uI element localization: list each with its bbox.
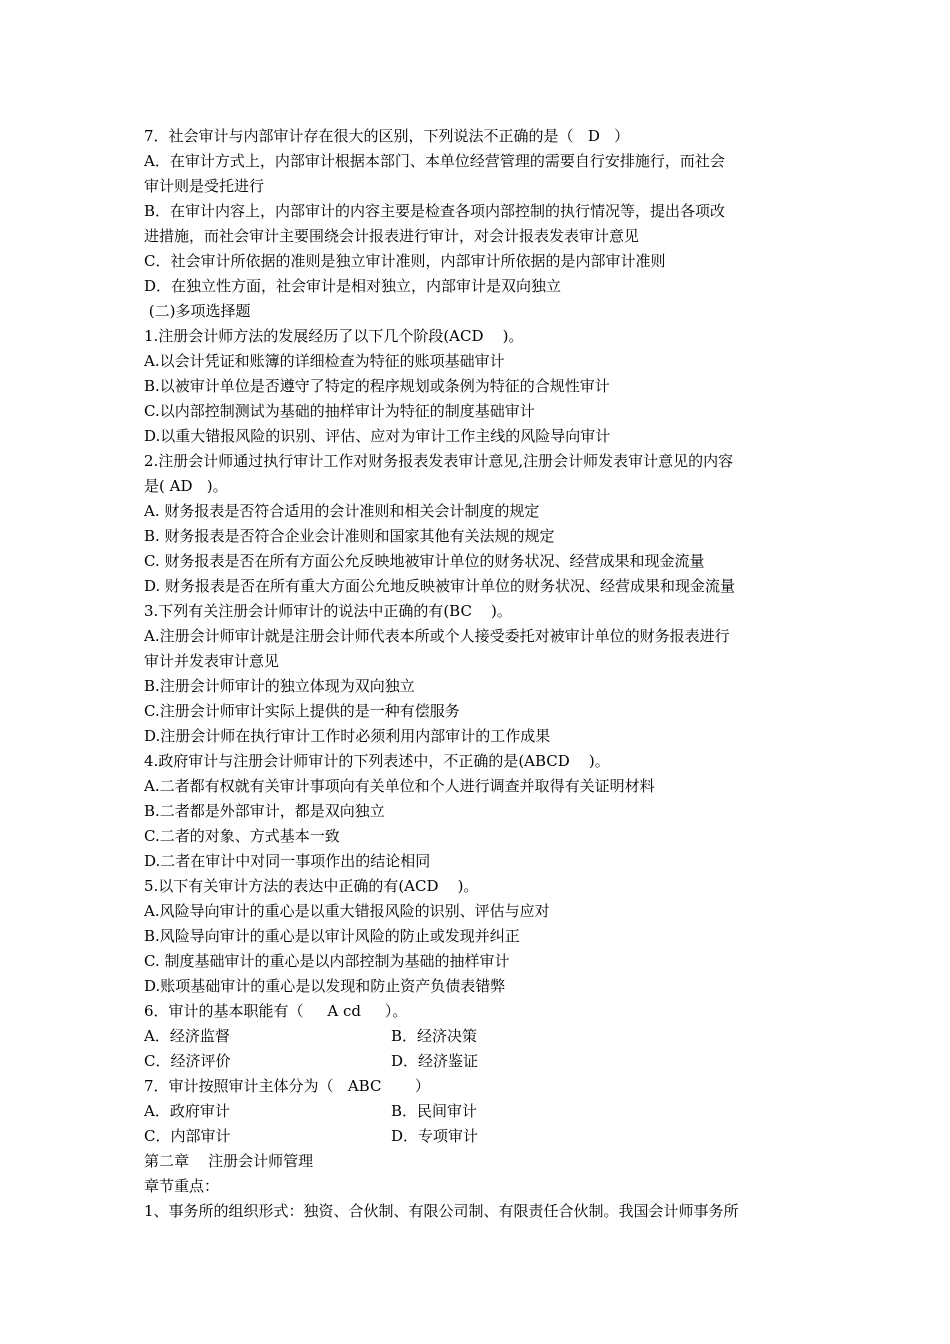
q4-option-c: C.二者的对象、方式基本一致 [144,827,340,845]
question-1: 1.注册会计师方法的发展经历了以下几个阶段(ACD )。 [144,327,524,345]
q6-option-b: B．经济决策 [391,1027,478,1045]
q7-option-b: B．民间审计 [391,1102,478,1120]
q2-option-c: C. 财务报表是否在所有方面公允反映地被审计单位的财务状况、经营成果和现金流量 [144,552,705,570]
q3-option-d: D.注册会计师在执行审计工作时必须利用内部审计的工作成果 [144,727,551,745]
q6-options-row-1 [144,1024,814,1049]
q5-option-c: C. 制度基础审计的重心是以内部控制为基础的抽样审计 [144,952,510,970]
q7-option-c: C．内部审计 [144,1127,231,1145]
q2-option-a: A. 财务报表是否符合适用的会计准则和相关会计制度的规定 [144,502,540,520]
q1-option-a: A.以会计凭证和账簿的详细检查为特征的账项基础审计 [144,352,505,370]
q3-option-c: C.注册会计师审计实际上提供的是一种有偿服务 [144,702,460,720]
option-d: D．在独立性方面，社会审计是相对独立，内部审计是双向独立 [144,277,562,295]
question-7-single: 7．社会审计与内部审计存在很大的区别，下列说法不正确的是（ D ） [144,127,630,145]
q7-options-row-1 [144,1099,814,1124]
q5-option-b: B.风险导向审计的重心是以审计风险的防止或发现并纠正 [144,927,520,945]
q1-option-d: D.以重大错报风险的识别、评估、应对为审计工作主线的风险导向审计 [144,427,611,445]
q7-option-a: A．政府审计 [144,1102,230,1120]
document-page [144,124,814,1224]
question-7-multiple: 7．审计按照审计主体分为（ ABC ） [144,1077,430,1095]
chapter-key-points-label: 章节重点： [144,1177,220,1195]
q4-option-b: B.二者都是外部审计，都是双向独立 [144,802,385,820]
q4-option-a: A.二者都有权就有关审计事项向有关单位和个人进行调查并取得有关证明材料 [144,777,655,795]
question-2-line-2: 是( AD )。 [144,477,228,495]
option-a-line-1: A．在审计方式上，内部审计根据本部门、本单位经营管理的需要自行安排施行，而社会 [144,152,725,170]
q6-options-row-2 [144,1049,814,1074]
q3-option-a-line-2: 审计并发表审计意见 [144,652,280,670]
q6-option-a: A．经济监督 [144,1027,230,1045]
question-4: 4.政府审计与注册会计师审计的下列表述中，不正确的是(ABCD )。 [144,752,610,770]
question-5: 5.以下有关审计方法的表达中正确的有(ACD )。 [144,877,479,895]
q5-option-a: A.风险导向审计的重心是以重大错报风险的识别、评估与应对 [144,902,550,920]
q1-option-c: C.以内部控制测试为基础的抽样审计为特征的制度基础审计 [144,402,535,420]
section-heading-multiple-choice: (二)多项选择题 [144,302,251,320]
question-3: 3.下列有关注册会计师审计的说法中正确的有(BC )。 [144,602,512,620]
q1-option-b: B.以被审计单位是否遵守了特定的程序规划或条例为特征的合规性审计 [144,377,610,395]
key-point-1: 1、事务所的组织形式：独资、合伙制、有限公司制、有限责任合伙制。我国会计师事务所 [144,1202,739,1220]
q7-option-d: D．专项审计 [391,1127,479,1145]
q3-option-b: B.注册会计师审计的独立体现为双向独立 [144,677,415,695]
option-b-line-1: B．在审计内容上，内部审计的内容主要是检查各项内部控制的执行情况等，提出各项改 [144,202,726,220]
option-b-line-2: 进措施，而社会审计主要围绕会计报表进行审计，对会计报表发表审计意见 [144,227,640,245]
option-c: C．社会审计所依据的准则是独立审计准则，内部审计所依据的是内部审计准则 [144,252,666,270]
q2-option-d: D. 财务报表是否在所有重大方面公允地反映被审计单位的财务状况、经营成果和现金流量 [144,577,736,595]
q6-option-d: D．经济鉴证 [391,1052,479,1070]
question-6: 6．审计的基本职能有（ A cd ）。 [144,1002,408,1020]
q3-option-a-line-1: A.注册会计师审计就是注册会计师代表本所或个人接受委托对被审计单位的财务报表进行 [144,627,730,645]
q7-options-row-2 [144,1124,814,1149]
option-a-line-2: 审计则是受托进行 [144,177,265,195]
q4-option-d: D.二者在审计中对同一事项作出的结论相同 [144,852,431,870]
q6-option-c: C．经济评价 [144,1052,231,1070]
chapter-2-heading: 第二章 注册会计师管理 [144,1152,314,1170]
q5-option-d: D.账项基础审计的重心是以发现和防止资产负债表错弊 [144,977,506,995]
question-2-line-1: 2.注册会计师通过执行审计工作对财务报表发表审计意见,注册会计师发表审计意见的内容 [144,452,734,470]
q2-option-b: B. 财务报表是否符合企业会计准则和国家其他有关法规的规定 [144,527,555,545]
